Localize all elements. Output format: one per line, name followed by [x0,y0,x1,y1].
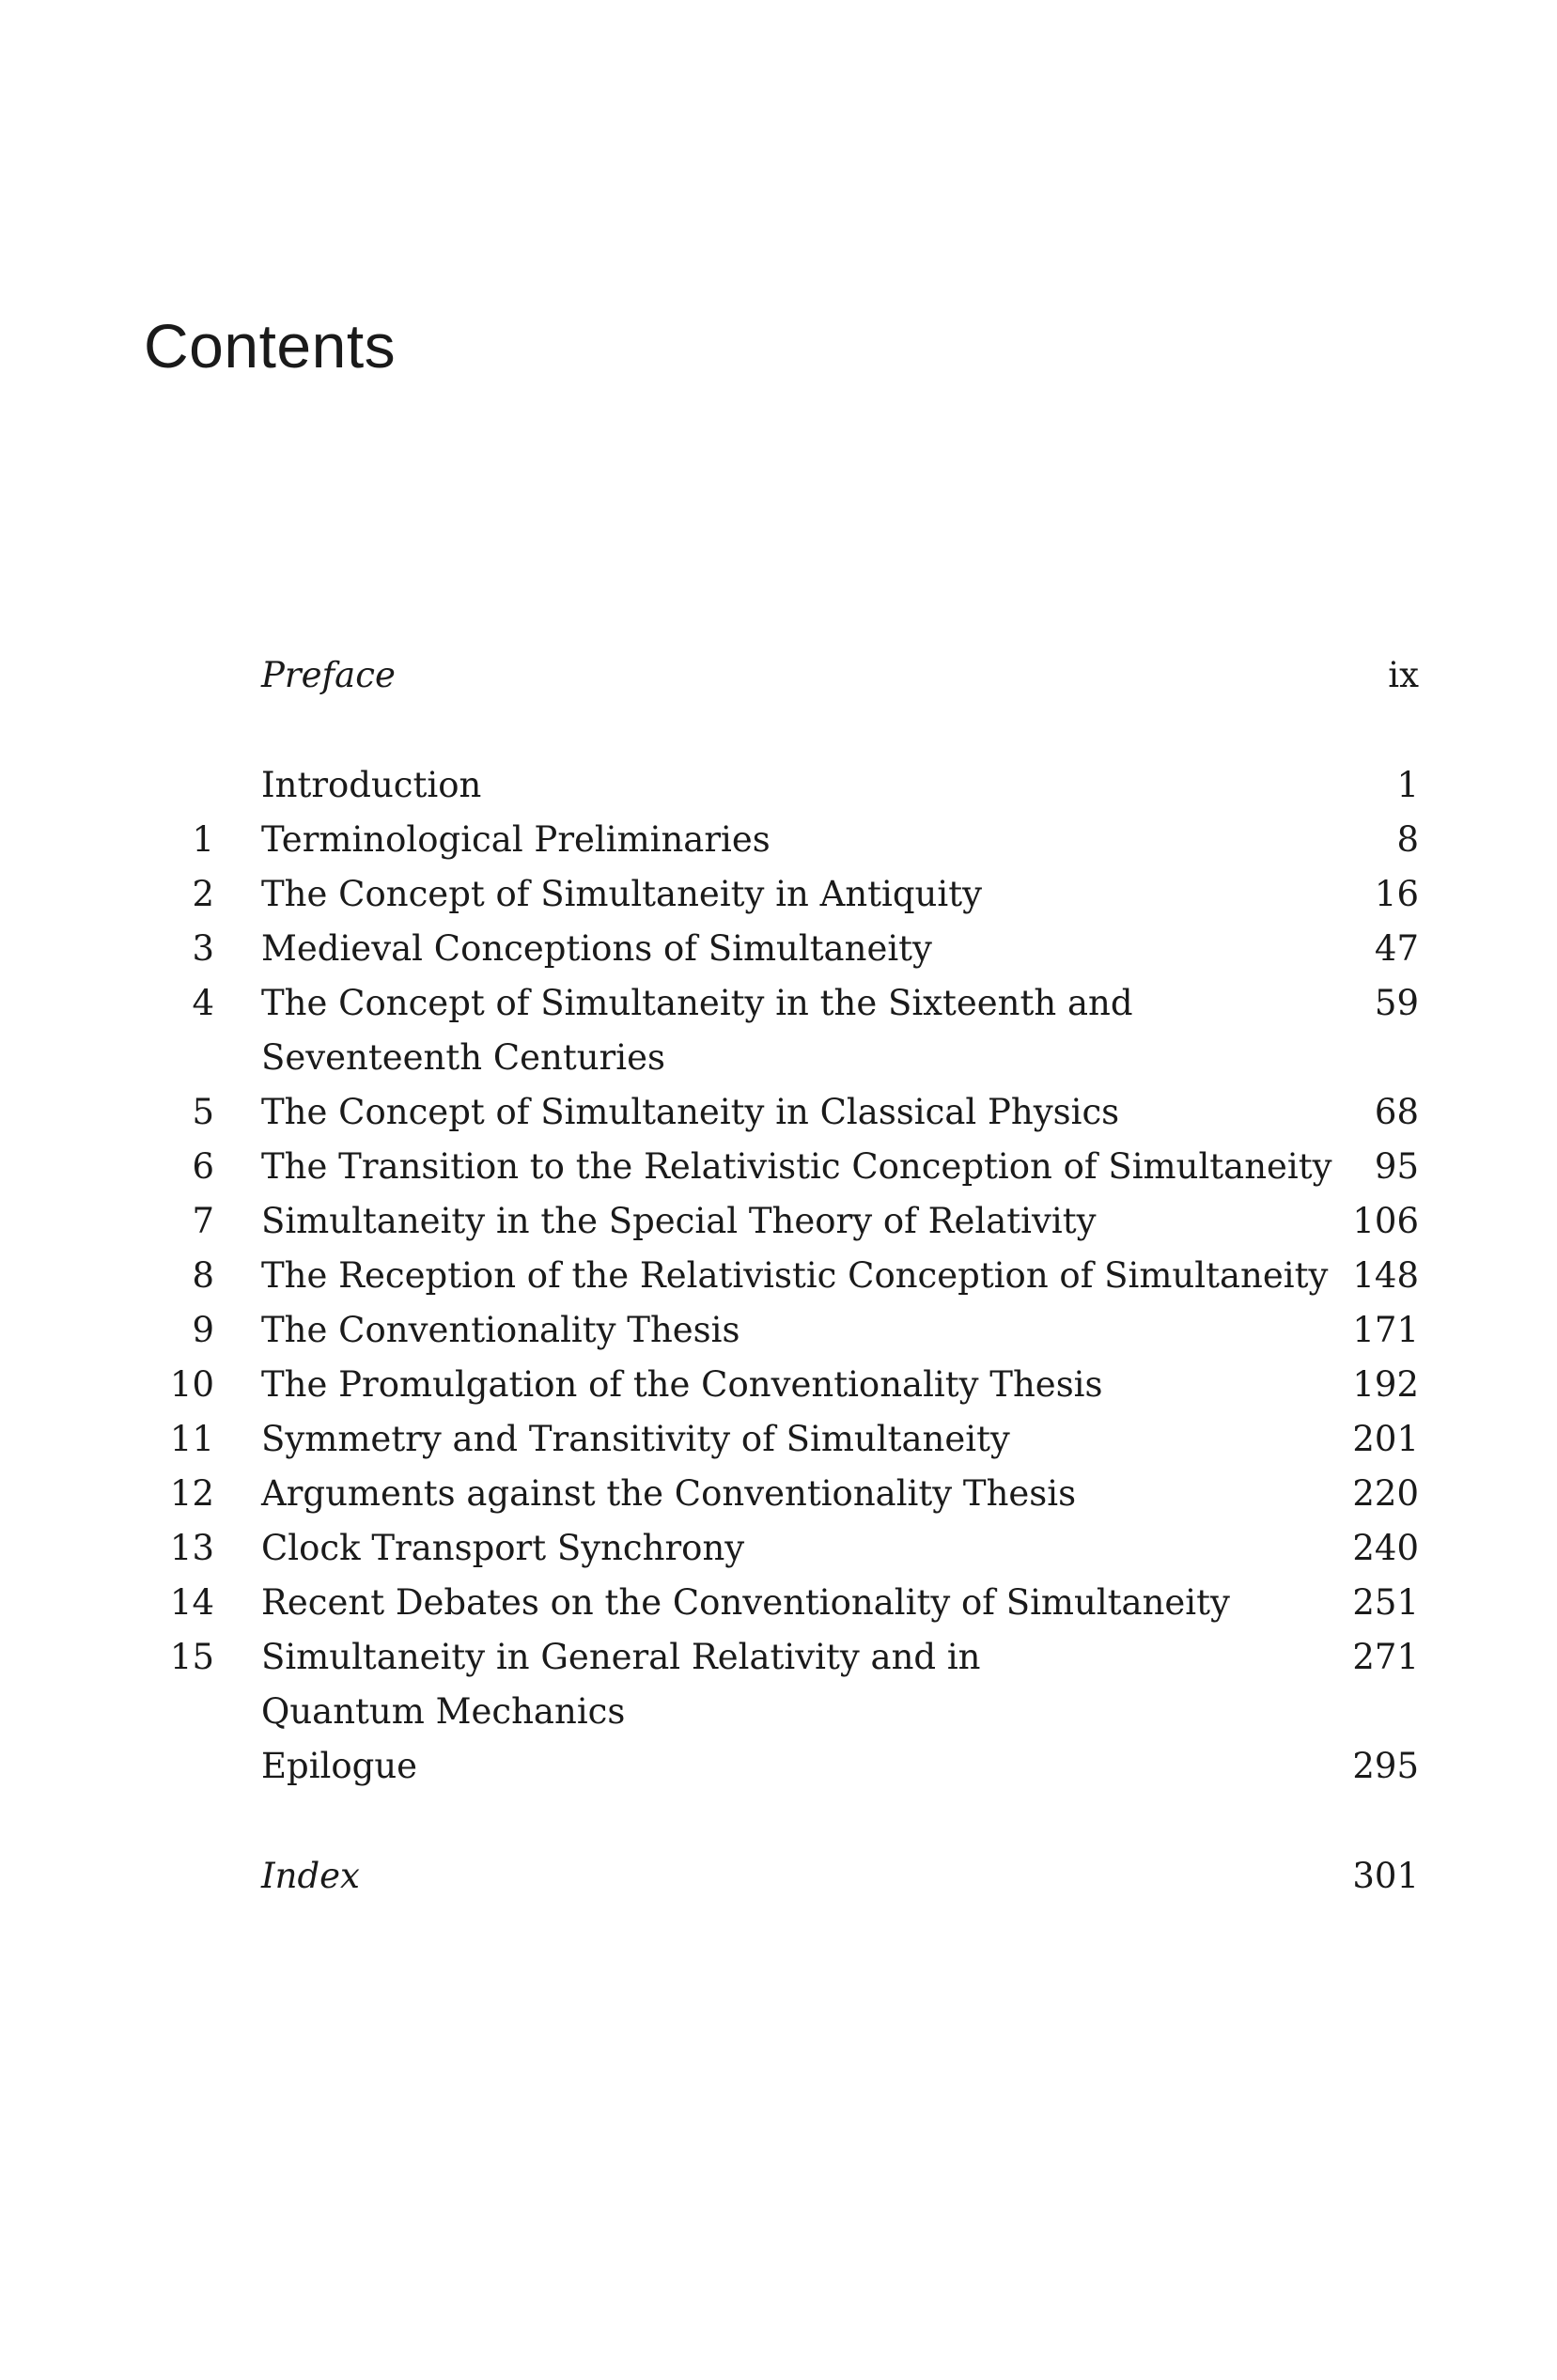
toc-entry-page: 106 [1352,1201,1419,1241]
toc-entry-title: The Concept of Simultaneity in Antiquity [261,874,982,914]
toc-entry-number: 11 [169,1419,214,1459]
toc-entry-title: Arguments against the Conventionality Thesis [261,1473,1077,1514]
page-title: Contents [144,311,397,381]
toc-entry-chapter-9[interactable] [141,1303,1419,1358]
toc-entry-title-continued: Seventeenth Centuries [261,1037,665,1078]
toc-entry-page: 192 [1352,1364,1419,1405]
toc-entry-chapter-10[interactable] [141,1358,1419,1412]
toc-entry-chapter-14[interactable] [141,1576,1419,1630]
toc-entry-page: 16 [1374,874,1419,914]
toc-entry-number: 13 [169,1528,214,1568]
toc-entry-number: 10 [169,1364,214,1405]
toc-entry-page: 47 [1374,928,1419,969]
toc-entry-page: 240 [1352,1528,1419,1568]
toc-entry-page: 68 [1374,1092,1419,1132]
toc-entry-page: 171 [1352,1310,1419,1350]
toc-entry-epilogue[interactable] [141,1739,1419,1794]
toc-entry-chapter-12[interactable] [141,1467,1419,1521]
toc-entry-chapter-11[interactable] [141,1412,1419,1467]
toc-entry-chapter-4-continued [141,1031,1419,1085]
toc-entry-introduction[interactable] [141,758,1419,813]
toc-entry-page: 95 [1374,1146,1419,1187]
toc-entry-title: Medieval Conceptions of Simultaneity [261,928,932,969]
toc-entry-title: The Promulgation of the Conventionality Thesis [261,1364,1103,1405]
toc-entry-title: Terminological Preliminaries [261,819,771,860]
toc-entry-title: Preface [261,655,396,695]
toc-entry-title: The Reception of the Relativistic Conception of Simultaneity [261,1255,1329,1296]
toc-entry-number: 5 [192,1092,214,1132]
toc-entry-number: 15 [169,1637,214,1677]
toc-entry-page: 295 [1352,1746,1419,1786]
toc-entry-page: 251 [1352,1582,1419,1623]
toc-entry-title: Symmetry and Transitivity of Simultaneity [261,1419,1010,1459]
toc-entry-title: Introduction [261,765,482,805]
toc-entry-page: 271 [1352,1637,1419,1677]
toc-entry-page: 59 [1374,983,1419,1023]
toc-entry-title: The Concept of Simultaneity in the Sixteenth and [261,983,1133,1023]
toc-entry-index[interactable] [141,1849,1419,1904]
toc-entry-title: Epilogue [261,1746,418,1786]
toc-entry-chapter-7[interactable] [141,1194,1419,1249]
toc-entry-title-continued: Quantum Mechanics [261,1691,626,1732]
toc-entry-title: Index [261,1856,360,1896]
toc-entry-title: Simultaneity in General Relativity and in [261,1637,981,1677]
toc-entry-number: 7 [192,1201,214,1241]
toc-entry-chapter-6[interactable] [141,1140,1419,1194]
toc-entry-chapter-5[interactable] [141,1085,1419,1140]
toc-entry-page: 220 [1352,1473,1419,1514]
toc-entry-page: 201 [1352,1419,1419,1459]
toc-entry-chapter-3[interactable] [141,922,1419,976]
toc-entry-number: 4 [192,983,214,1023]
toc-entry-number: 14 [169,1582,214,1623]
toc-entry-chapter-2[interactable] [141,867,1419,922]
toc-entry-chapter-13[interactable] [141,1521,1419,1576]
toc-entry-chapter-8[interactable] [141,1249,1419,1303]
toc-entry-page: 301 [1352,1856,1419,1896]
toc-entry-title: The Concept of Simultaneity in Classical Physics [261,1092,1120,1132]
toc-entry-number: 1 [192,819,214,860]
toc-entry-page: 8 [1396,819,1419,860]
toc-entry-chapter-15[interactable] [141,1630,1419,1685]
toc-entry-number: 2 [192,874,214,914]
toc-entry-chapter-4[interactable] [141,976,1419,1031]
toc-entry-chapter-1[interactable] [141,813,1419,867]
toc-entry-number: 8 [192,1255,214,1296]
toc-entry-chapter-15-continued [141,1685,1419,1739]
toc-entry-title: Simultaneity in the Special Theory of Relativity [261,1201,1097,1241]
toc-entry-number: 3 [192,928,214,969]
toc-entry-title: The Conventionality Thesis [261,1310,740,1350]
toc-entry-page: 148 [1352,1255,1419,1296]
toc-entry-title: Recent Debates on the Conventionality of Simultaneity [261,1582,1230,1623]
toc-entry-title: Clock Transport Synchrony [261,1528,745,1568]
toc-entry-page: ix [1388,655,1419,695]
toc-entry-number: 6 [192,1146,214,1187]
toc-entry-title: The Transition to the Relativistic Conception of Simultaneity [261,1146,1332,1187]
toc-entry-number: 12 [169,1473,214,1514]
toc-entry-preface[interactable] [141,648,1419,703]
toc-entry-number: 9 [192,1310,214,1350]
toc-entry-page: 1 [1396,765,1419,805]
